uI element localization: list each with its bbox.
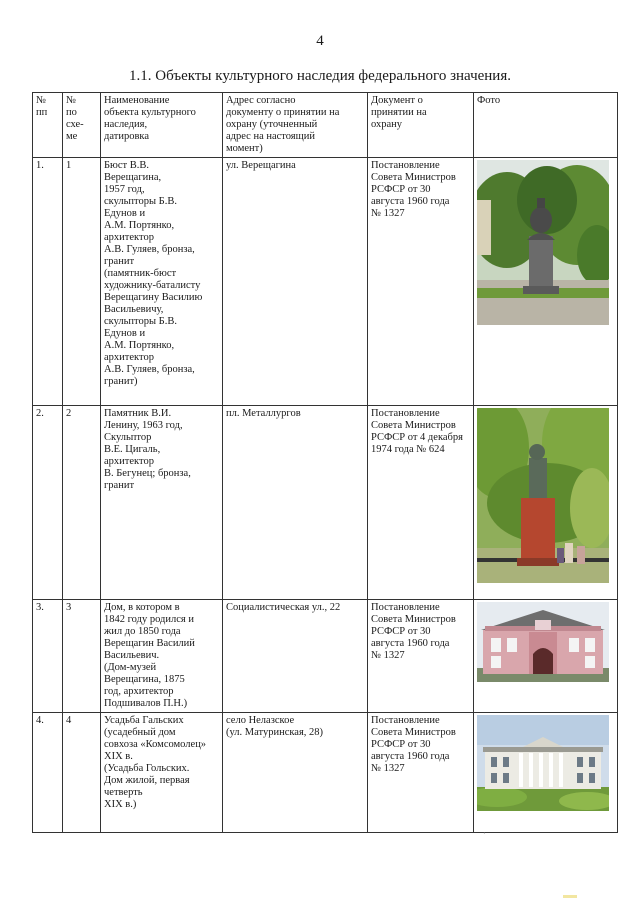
cell-scheme: 1 [63,158,101,406]
cell-num: 1. [33,158,63,406]
cell-object-name: Бюст В.В. Верещагина, 1957 год, скульпторы Б.В. Едунов и А.М. Портянко, архитектор А.В. Гуляев, бронза, гранит (памятник-бюст художнику-баталисту Верещагину Василию Васильевичу, скульпторы Б.В. Едунов и А.М. Портянко, архитектор А.В. Гуляев, бронза, гранит) [101,158,223,406]
cell-photo [474,600,618,713]
table-header-row [33,93,618,158]
cell-photo [474,406,618,600]
cell-scheme: 2 [63,406,101,600]
cell-address: пл. Металлургов [223,406,368,600]
header-scheme: № по схе- ме [63,93,101,158]
cell-num: 3. [33,600,63,713]
cell-scheme: 4 [63,713,101,833]
photo-bust-monument [477,160,614,325]
cell-address: ул. Верещагина [223,158,368,406]
margin-mark [563,895,577,898]
header-num: № пп [33,93,63,158]
cell-document: Постановление Совета Министров РСФСР от 30 августа 1960 года № 1327 [368,158,474,406]
cell-num: 4. [33,713,63,833]
cell-photo [474,158,618,406]
cell-photo [474,713,618,833]
cell-document: Постановление Совета Министров РСФСР от 4 декабря 1974 года № 624 [368,406,474,600]
cell-address: село Нелазское (ул. Матуринская, 28) [223,713,368,833]
header-photo: Фото [474,93,618,158]
page-number: 4 [316,33,324,49]
cell-scheme: 3 [63,600,101,713]
photo-manor-house [477,715,614,811]
cell-document: Постановление Совета Министров РСФСР от 30 августа 1960 года № 1327 [368,713,474,833]
photo-statue-monument [477,408,614,583]
cell-object-name: Усадьба Гальских (усадебный дом совхоза «Комсомолец» XIX в. (Усадьба Гольских. Дом жилой, первая четверть XIX в.) [101,713,223,833]
photo-house-museum [477,602,614,682]
header-address: Адрес согласно документу о принятии на охрану (уточненный адрес на настоящий момент) [223,93,368,158]
stray-dot: · [483,829,486,838]
table-row [33,713,618,833]
table-row [33,600,618,713]
header-name: Наименование объекта культурного наследия, датировка [101,93,223,158]
heritage-table [32,92,618,833]
section-heading: 1.1. Объекты культурного наследия федерального значения. [129,68,511,84]
table-row [33,406,618,600]
header-document: Документ о принятии на охрану [368,93,474,158]
cell-document: Постановление Совета Министров РСФСР от 30 августа 1960 года № 1327 [368,600,474,713]
cell-address: Социалистическая ул., 22 [223,600,368,713]
cell-object-name: Памятник В.И. Ленину, 1963 год, Скульптор В.Е. Цигаль, архитектор В. Бегунец; бронза, гранит [101,406,223,600]
cell-object-name: Дом, в котором в 1842 году родился и жил до 1850 года Верещагин Василий Васильевич. (Дом-музей Верещагина, 1875 год, архитектор Подшивалов П.Н.) [101,600,223,713]
cell-num: 2. [33,406,63,600]
table-row [33,158,618,406]
